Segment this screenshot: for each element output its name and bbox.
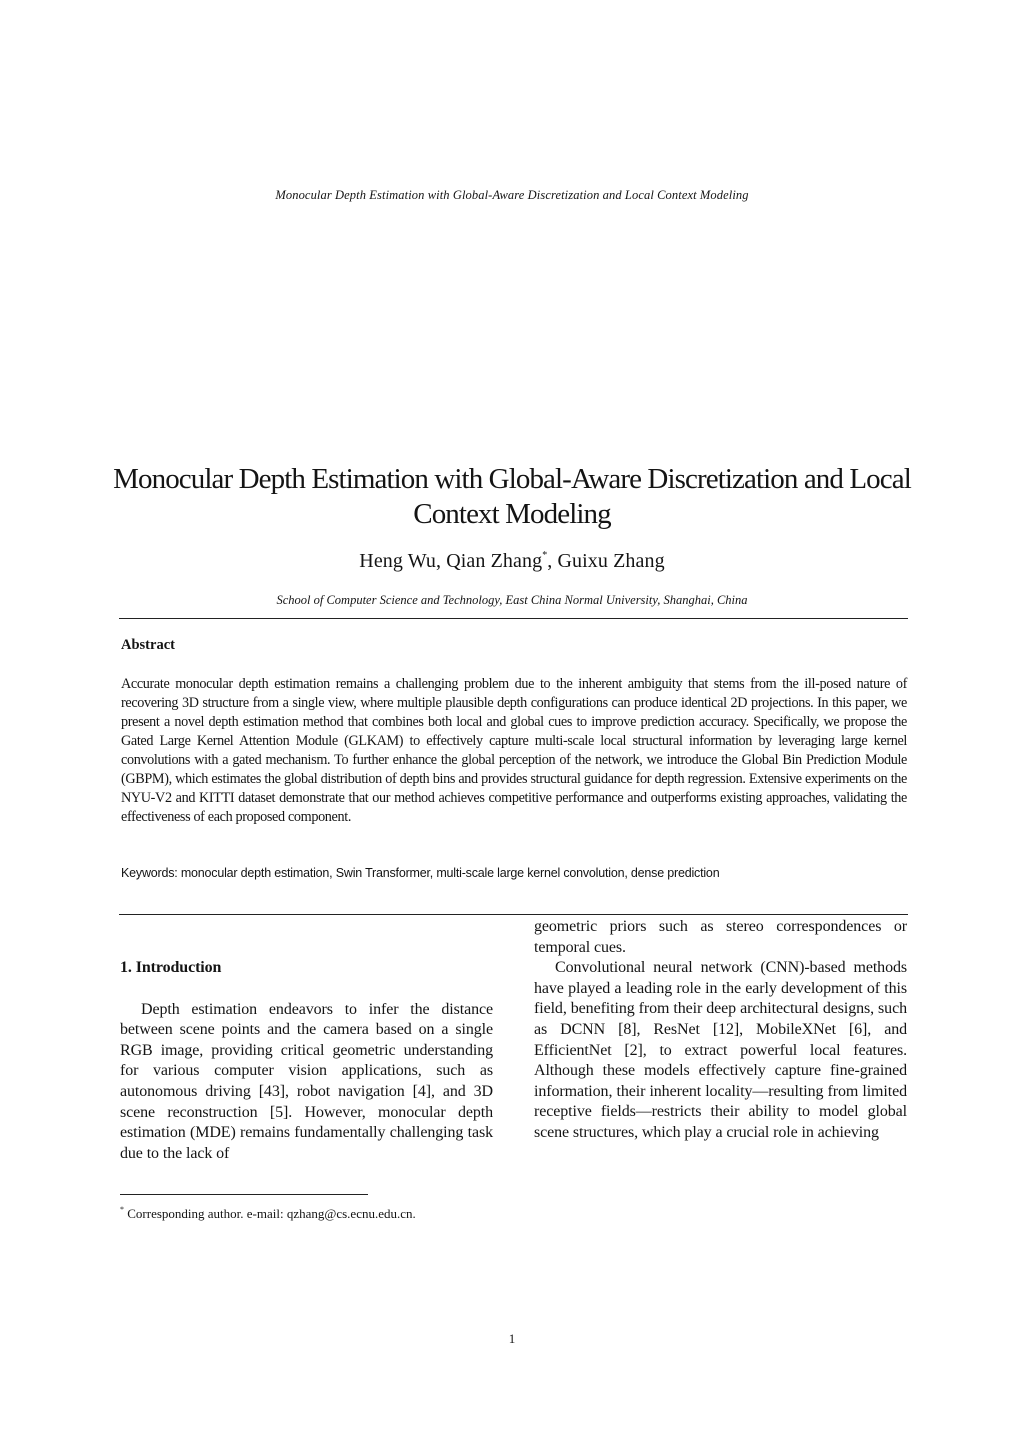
author-names-before-mark: Heng Wu, Qian Zhang: [359, 550, 543, 572]
affiliation: School of Computer Science and Technology, East China Normal University, Shanghai, China: [276, 593, 748, 607]
footnote-divider: [120, 1194, 368, 1195]
keywords: Keywords: monocular depth estimation, Swin Transformer, multi-scale large kernel convolution, dense prediction: [121, 866, 720, 880]
introduction-paragraph-1: Depth estimation endeavors to infer the distance between scene points and the camera based on a single RGB image, providing critical geometric understanding for various computer vision applications, such as autonomous driving [43], robot navigation [4], and 3D scene reconstruction [5]. However, monocular depth estimation (MDE) remains fundamentally challenging task due to the lack of: [120, 1000, 493, 1162]
abstract-heading: Abstract: [121, 637, 175, 653]
footnote: [120, 1206, 416, 1222]
author-names-after-mark: , Guixu Zhang: [547, 550, 665, 572]
footnote-mark: *: [120, 1205, 124, 1214]
corresponding-author-mark: *: [542, 550, 548, 561]
abstract-body: Accurate monocular depth estimation remains a challenging problem due to the inherent ambiguity that stems from the ill-posed nature of recovering 3D structure from a single view, where multiple plausible depth configurations can produce identical 2D projections. In this paper, we present a novel depth estimation method that combines both local and global cues to improve prediction accuracy. Specifically, we propose the Gated Large Kernel Attention Module (GLKAM) to effectively capture multi-scale local structural information by leveraging large kernel convolutions with a gated mechanism. To further enhance the global perception of the network, we introduce the Global Bin Prediction Module (GBPM), which estimates the global distribution of depth bins and provides structural guidance for depth regression. Extensive experiments on the NYU-V2 and KITTI dataset demonstrate that our method achieves competitive performance and outperforms existing approaches, validating the effectiveness of each proposed component.: [121, 676, 907, 825]
paper-title: Monocular Depth Estimation with Global-Aware Discretization and Local Context Modeling: [113, 463, 911, 530]
footnote-text: Corresponding author. e-mail: qzhang@cs.ecnu.edu.cn.: [124, 1206, 416, 1221]
author-list: [0, 550, 1024, 573]
introduction-paragraph-2: Convolutional neural network (CNN)-based methods have played a leading role in the early development of this field, benefiting from their deep architectural designs, such as DCNN [8], ResNet [12], MobileXNet [6], and EfficientNet [2], to extract powerful local features. Although these models effectively capture fine-grained information, their inherent locality—resulting from limited receptive fields—restricts their ability to model global scene structures, which play a crucial role in achieving: [534, 959, 907, 1141]
running-header: Monocular Depth Estimation with Global-Aware Discretization and Local Context Modeling: [275, 188, 749, 202]
abstract-bottom-divider: [119, 914, 908, 915]
page-number: 1: [508, 1331, 516, 1346]
right-column: [534, 917, 907, 1144]
left-column: [120, 958, 493, 1164]
introduction-paragraph-continuation: geometric priors such as stereo correspondences or temporal cues.: [534, 918, 907, 956]
abstract-top-divider: [119, 618, 908, 619]
section-heading-introduction: 1. Introduction: [120, 959, 222, 976]
